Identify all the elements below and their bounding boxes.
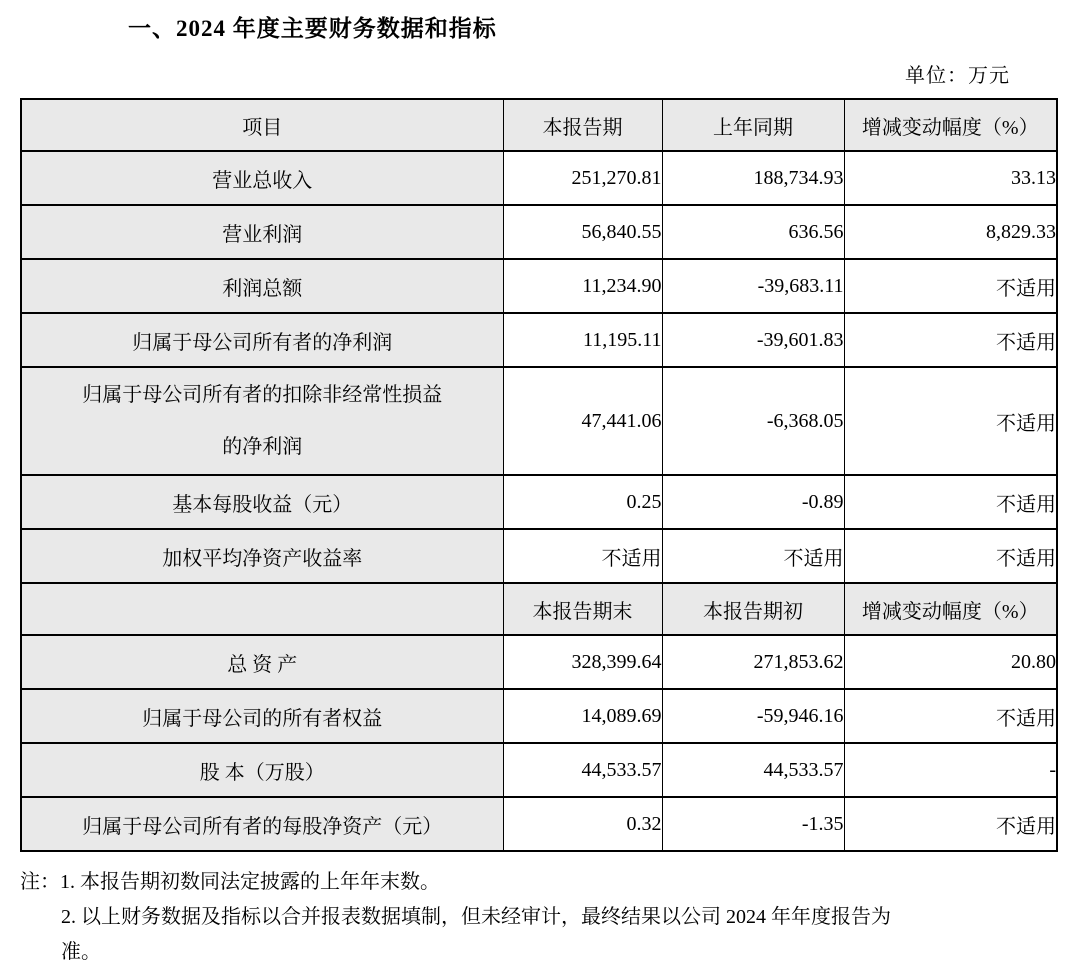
cell-current: 44,533.57 [503, 743, 662, 797]
cell-change: 不适用 [844, 313, 1057, 367]
cell-current: 11,195.11 [503, 313, 662, 367]
cell-current: 不适用 [503, 529, 662, 583]
cell-item: 加权平均净资产收益率 [21, 529, 503, 583]
table-row [21, 797, 1057, 851]
header-cell-change: 增减变动幅度（%） [844, 583, 1057, 635]
header-cell-current: 本报告期 [503, 99, 662, 151]
cell-change: 不适用 [844, 259, 1057, 313]
cell-item: 基本每股收益（元） [21, 475, 503, 529]
cell-current: 47,441.06 [503, 367, 662, 475]
cell-change: 20.80 [844, 635, 1057, 689]
cell-change: - [844, 743, 1057, 797]
note-1-text: 1. 本报告期初数同法定披露的上年年末数。 [60, 871, 440, 893]
cell-item: 归属于母公司所有者的每股净资产（元） [21, 797, 503, 851]
cell-prior: 188,734.93 [662, 151, 844, 205]
table-row [21, 313, 1057, 367]
cell-current: 11,234.90 [503, 259, 662, 313]
cell-item: 总 资 产 [21, 635, 503, 689]
note-line-1 [20, 865, 1055, 900]
cell-change: 不适用 [844, 529, 1057, 583]
table-row [21, 151, 1057, 205]
cell-change: 不适用 [844, 475, 1057, 529]
cell-current: 56,840.55 [503, 205, 662, 259]
table-row [21, 475, 1057, 529]
cell-prior: -0.89 [662, 475, 844, 529]
cell-item: 归属于母公司所有者的净利润 [21, 313, 503, 367]
cell-current: 0.32 [503, 797, 662, 851]
cell-item: 归属于母公司的所有者权益 [21, 689, 503, 743]
note-line-3: 准。 [61, 941, 101, 963]
cell-item [21, 367, 503, 475]
table-row [21, 529, 1057, 583]
cell-prior: -39,683.11 [662, 259, 844, 313]
table-row [21, 205, 1057, 259]
cell-current: 0.25 [503, 475, 662, 529]
header-cell-prior: 上年同期 [662, 99, 844, 151]
table-row [21, 635, 1057, 689]
cell-prior: 636.56 [662, 205, 844, 259]
cell-item: 营业利润 [21, 205, 503, 259]
cell-item: 营业总收入 [21, 151, 503, 205]
cell-current: 14,089.69 [503, 689, 662, 743]
cell-prior: 不适用 [662, 529, 844, 583]
notes-prefix: 注： [20, 871, 60, 893]
cell-prior: 271,853.62 [662, 635, 844, 689]
unit-label: 单位：万元 [905, 65, 1010, 87]
financial-table [20, 98, 1058, 852]
header-cell-period-end: 本报告期末 [503, 583, 662, 635]
table-row [21, 689, 1057, 743]
cell-change: 33.13 [844, 151, 1057, 205]
table-header-row [21, 583, 1057, 635]
header-cell-change: 增减变动幅度（%） [844, 99, 1057, 151]
table-row [21, 259, 1057, 313]
cell-item: 利润总额 [21, 259, 503, 313]
table-row [21, 743, 1057, 797]
header-cell-item: 项目 [21, 99, 503, 151]
cell-prior: -59,946.16 [662, 689, 844, 743]
table-header-row [21, 99, 1057, 151]
cell-change: 不适用 [844, 797, 1057, 851]
cell-current: 328,399.64 [503, 635, 662, 689]
cell-change: 不适用 [844, 689, 1057, 743]
note-line-2: 2. 以上财务数据及指标以合并报表数据填制，但未经审计，最终结果以公司 2024 年年度报告为 [61, 906, 891, 928]
header-cell-empty [21, 583, 503, 635]
cell-current: 251,270.81 [503, 151, 662, 205]
table-row [21, 367, 1057, 475]
cell-prior: -1.35 [662, 797, 844, 851]
cell-change: 不适用 [844, 367, 1057, 475]
cell-prior: -39,601.83 [662, 313, 844, 367]
cell-change: 8,829.33 [844, 205, 1057, 259]
cell-item-line2: 的净利润 [222, 436, 303, 458]
cell-prior: 44,533.57 [662, 743, 844, 797]
cell-item-line1: 归属于母公司所有者的扣除非经常性损益 [82, 384, 443, 406]
cell-prior: -6,368.05 [662, 367, 844, 475]
cell-item: 股 本（万股） [21, 743, 503, 797]
header-cell-period-start: 本报告期初 [662, 583, 844, 635]
page-title: 一、2024 年度主要财务数据和指标 [128, 16, 497, 41]
notes-section [20, 865, 1055, 963]
